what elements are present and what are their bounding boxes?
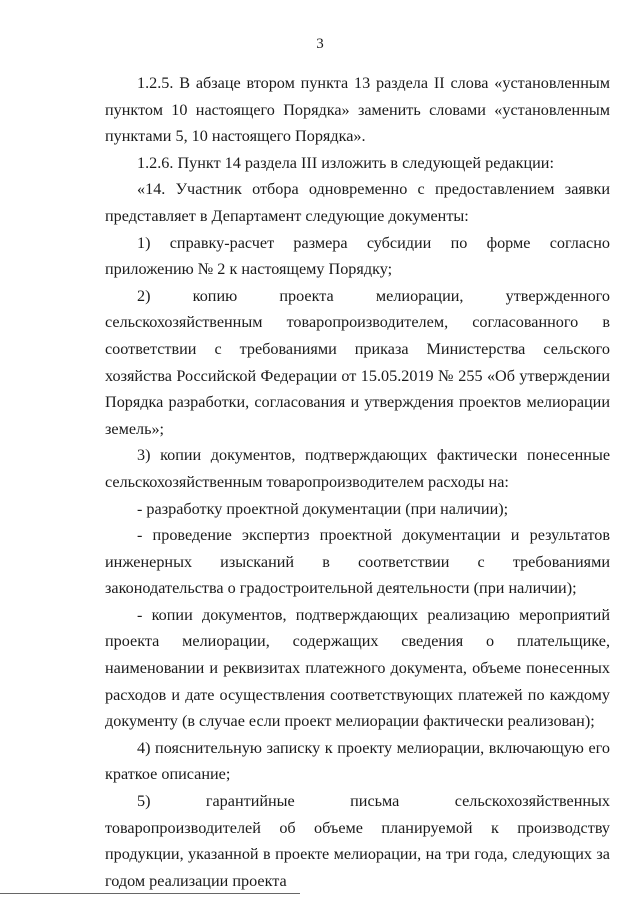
footer-rule — [0, 893, 300, 894]
list-item-1: 1) справку-расчет размера субсидии по форме согласно приложению № 2 к настоящему Порядку; — [105, 233, 610, 279]
sub-item-expertise: - проведение экспертиз проектной документации и результатов инженерных изысканий в соответствии с требованиями законодательства о градостроительной деятельности (при наличии); — [105, 526, 610, 598]
list-item-4: 4) пояснительную записку к проекту мелиорации, включающую его краткое описание; — [105, 738, 610, 784]
paragraph-1-2-6: 1.2.6. Пункт 14 раздела III изложить в следующей редакции: — [137, 153, 554, 172]
document-body — [105, 70, 610, 894]
list-item-2: 2) копию проекта мелиорации, утвержденного сельскохозяйственным товаропроизводителем, согласованного в соответствии с требованиями приказа Министерства сельского хозяйства Российской Федерации от 15.05.2019 № 255 «Об утверждении Порядка разработки, согласования и утверждения проектов мелиорации земель»; — [105, 286, 610, 438]
sub-item-design-docs: - разработку проектной документации (при наличии); — [137, 499, 509, 518]
list-item-5: 5) гарантийные письма сельскохозяйственных товаропроизводителей об объеме планируемой к производству продукции, указанной в проекте мелиорации, на три года, следующих за годом реализации проекта — [105, 792, 610, 890]
paragraph-1-2-5: 1.2.5. В абзаце втором пункта 13 раздела II слова «установленным пунктом 10 настоящего Порядка» заменить словами «установленным пунктами 5, 10 настоящего Порядка». — [105, 74, 610, 146]
list-item-3: 3) копии документов, подтверждающих фактически понесенные сельскохозяйственным товаропроизводителем расходы на: — [105, 446, 610, 491]
sub-item-payment-docs: - копии документов, подтверждающих реализацию мероприятий проекта мелиорации, содержащих сведения о плательщике, наименовании и реквизитах платежного документа, объеме понесенных расходов и дате осуществления соответствующих платежей по каждому документу (в случае если проект мелиорации фактически реализован); — [105, 605, 610, 731]
paragraph-item-14: «14. Участник отбора одновременно с предоставлением заявки представляет в Департамент следующие документы: — [105, 180, 610, 225]
page-number: 3 — [316, 36, 324, 52]
